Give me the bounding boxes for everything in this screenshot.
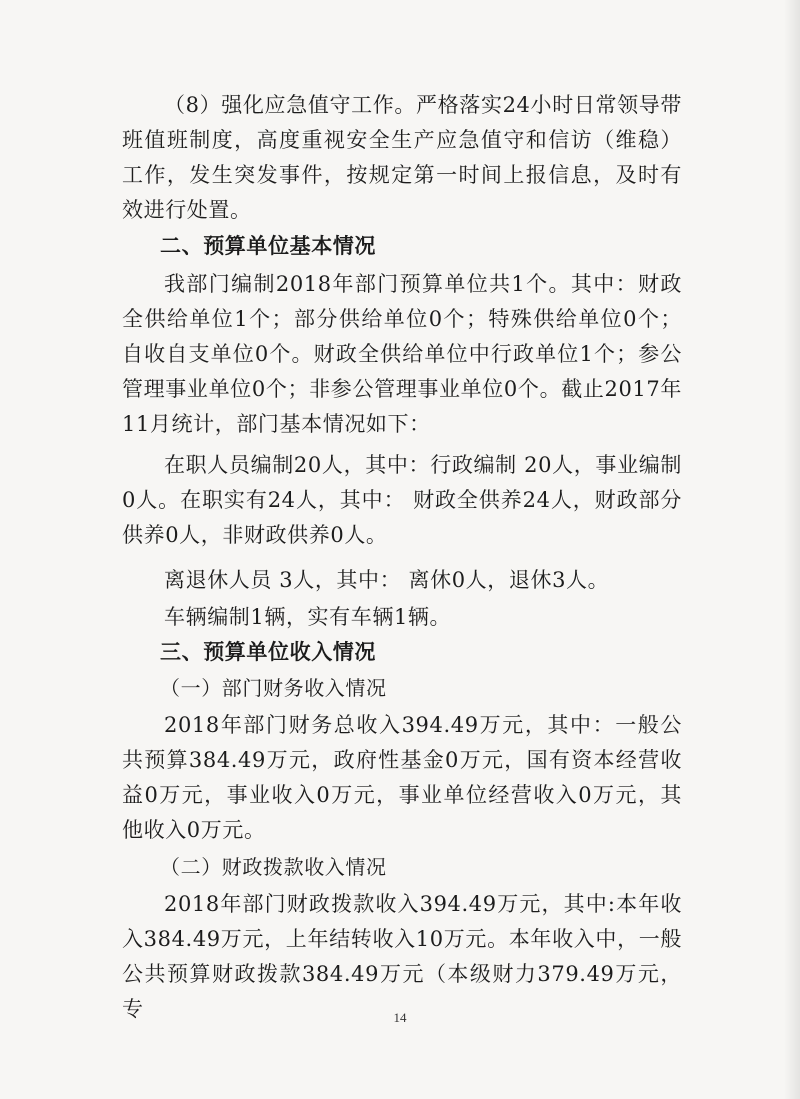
heading-section-3: 三、预算单位收入情况 [160,640,376,664]
paragraph-vehicles: 车辆编制1辆，实有车辆1辆。 [164,605,452,629]
paragraph-retirees: 离退休人员 3人，其中： 离休0人，退休3人。 [164,568,610,592]
heading-subsection-2: （二）财政拨款收入情况 [160,855,387,879]
paragraph-staffing: 在职人员编制20人，其中：行政编制 20人，事业编制0人。在职实有24人，其中： 财政全供养24人，财政部分供养0人，非财政供养0人。 [122,453,682,547]
paragraph-emergency-duty: （8）强化应急值守工作。严格落实24小时日常领导带班值班制度，高度重视安全生产应急值守和信访（维稳）工作，发生突发事件，按规定第一时间上报信息，及时有效进行处置。 [122,93,682,222]
heading-subsection-1: （一）部门财务收入情况 [160,676,387,700]
heading-section-2: 二、预算单位基本情况 [160,234,376,258]
scan-edge-shadow [784,0,800,1099]
paragraph-unit-basics: 我部门编制2018年部门预算单位共1个。其中：财政全供给单位1个；部分供给单位0个；特殊供给单位0个；自收自支单位0个。财政全供给单位中行政单位1个；参公管理事业单位0个；非参公管理事业单位0个。截止2017年11月统计，部门基本情况如下： [122,272,682,436]
paragraph-appropriation-income: 2018年部门财政拨款收入394.49万元，其中:本年收入384.49万元，上年结转收入10万元。本年收入中，一般公共预算财政拨款384.49万元（本级财力379.49万元，专 [122,892,682,1021]
paragraph-financial-income: 2018年部门财务总收入394.49万元，其中：一般公共预算384.49万元，政府性基金0万元，国有资本经营收益0万元，事业收入0万元，事业单位经营收入0万元，其他收入0万元。 [122,713,682,842]
page-number: 14 [393,1010,407,1025]
